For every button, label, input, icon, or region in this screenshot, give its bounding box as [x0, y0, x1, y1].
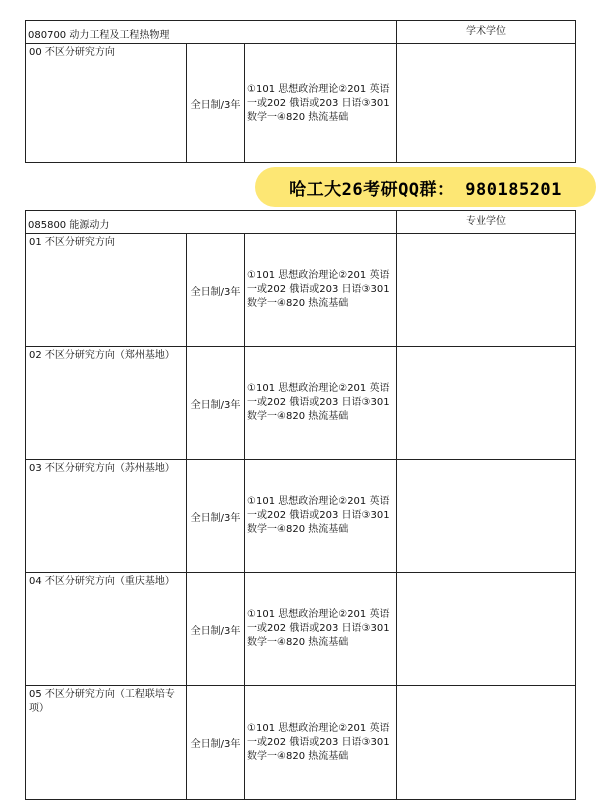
program-header — [26, 211, 575, 234]
program-code: 080700 动力工程及工程热物理 — [28, 30, 170, 41]
research-direction: 02 不区分研究方向（郑州基地） — [29, 350, 175, 361]
degree-type: 学术学位 — [396, 21, 575, 43]
program-code: 085800 能源动力 — [28, 220, 110, 231]
research-direction: 01 不区分研究方向 — [29, 237, 115, 248]
exam-subjects: ①101 思想政治理论②201 英语一或202 俄语或203 日语③301 数学一④820 热流基础 — [244, 460, 396, 572]
study-mode: 全日制/3年 — [186, 686, 244, 799]
program-header — [26, 21, 575, 44]
remarks-cell — [396, 573, 575, 685]
exam-subjects: ①101 思想政治理论②201 英语一或202 俄语或203 日语③301 数学一④820 热流基础 — [244, 234, 396, 346]
degree-type: 专业学位 — [396, 211, 575, 233]
table-row — [26, 234, 575, 347]
study-mode: 全日制/3年 — [186, 573, 244, 685]
exam-subjects: ①101 思想政治理论②201 英语一或202 俄语或203 日语③301 数学一④820 热流基础 — [244, 44, 396, 163]
table-row — [26, 573, 575, 686]
exam-subjects: ①101 思想政治理论②201 英语一或202 俄语或203 日语③301 数学一④820 热流基础 — [244, 686, 396, 799]
table-row — [26, 44, 575, 163]
study-mode: 全日制/3年 — [186, 460, 244, 572]
remarks-cell — [396, 234, 575, 346]
qq-group-banner: 哈工大26考研QQ群： 980185201 — [255, 167, 596, 207]
research-direction: 04 不区分研究方向（重庆基地） — [29, 576, 175, 587]
table-row — [26, 686, 575, 799]
research-direction: 05 不区分研究方向（工程联培专项） — [29, 689, 175, 714]
remarks-cell — [396, 460, 575, 572]
program-table-085800 — [25, 210, 576, 800]
exam-subjects: ①101 思想政治理论②201 英语一或202 俄语或203 日语③301 数学一④820 热流基础 — [244, 573, 396, 685]
remarks-cell — [396, 347, 575, 459]
table-row — [26, 460, 575, 573]
remarks-cell — [396, 686, 575, 799]
study-mode: 全日制/3年 — [186, 347, 244, 459]
table-row — [26, 347, 575, 460]
study-mode: 全日制/3年 — [186, 234, 244, 346]
program-table-080700 — [25, 20, 576, 163]
exam-subjects: ①101 思想政治理论②201 英语一或202 俄语或203 日语③301 数学一④820 热流基础 — [244, 347, 396, 459]
remarks-cell — [396, 44, 575, 163]
study-mode: 全日制/3年 — [186, 44, 244, 163]
research-direction: 00 不区分研究方向 — [29, 47, 115, 58]
research-direction: 03 不区分研究方向（苏州基地） — [29, 463, 175, 474]
